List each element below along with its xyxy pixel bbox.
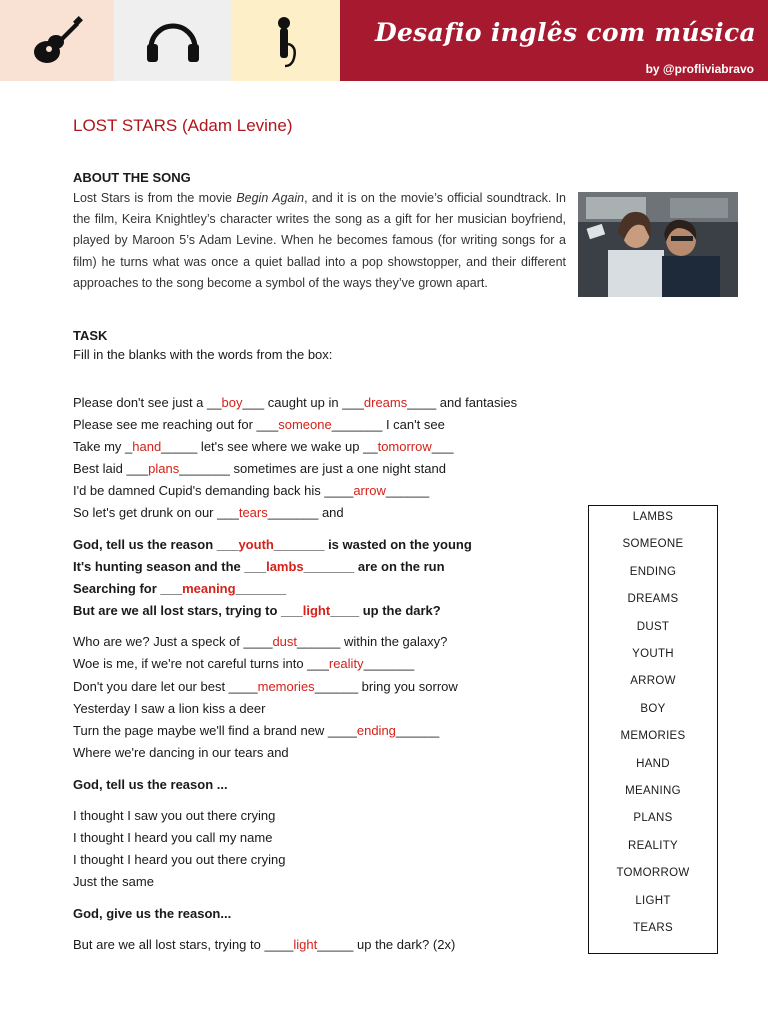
lyric-text: God, tell us the reason ... [73, 777, 228, 792]
lyric-text: Don't you dare let our best ____ [73, 679, 258, 694]
lyric-text: ____ and fantasies [407, 395, 518, 410]
about-heading: ABOUT THE SONG [73, 170, 191, 185]
lyric-text: ___ [431, 439, 454, 454]
answer-word: plans [148, 461, 180, 476]
brand-byline: by @profliviabravo [645, 62, 754, 76]
lyric-line [73, 678, 458, 696]
word-box [588, 505, 718, 954]
lyric-text: Who are we? Just a speck of ____ [73, 634, 273, 649]
lyric-text: ______ within the galaxy? [297, 634, 448, 649]
lyric-text: _______ I can't see [331, 417, 445, 432]
guitar-icon [30, 16, 84, 66]
answer-word: dust [272, 634, 298, 649]
lyric-text: But are we all lost stars, trying to ____ [73, 937, 294, 952]
lyric-text: _______ [363, 656, 415, 671]
answer-word: lambs [266, 559, 304, 574]
guitar-tile [0, 0, 114, 81]
lyric-line [73, 536, 472, 554]
lyric-text: _______ is wasted on the young [273, 537, 472, 552]
word-box-item: DREAMS [627, 593, 679, 606]
lyric-line [73, 655, 414, 673]
lyric-text: I thought I heard you out there crying [73, 852, 286, 867]
lyric-line [73, 416, 445, 434]
word-box-item: MEANING [625, 785, 681, 797]
word-box-item: TEARS [633, 922, 673, 934]
lyric-text: Yesterday I saw a lion kiss a deer [73, 701, 266, 716]
lyric-text: Searching for ___ [73, 581, 183, 596]
lyric-text: _______ sometimes are just a one night stand [179, 461, 446, 476]
lyric-text: ______ [395, 723, 440, 738]
worksheet-title: LOST STARS (Adam Levine) [73, 116, 293, 135]
lyric-text: ______ [385, 483, 430, 498]
lyric-line [73, 558, 445, 576]
lyric-line [73, 504, 344, 522]
lyric-text: ______ bring you sorrow [314, 679, 458, 694]
lyric-text: _______ are on the run [303, 559, 445, 574]
lyric-text: It's hunting season and the ___ [73, 559, 267, 574]
answer-word: light [302, 603, 331, 618]
lyric-line [73, 602, 441, 620]
header-banner [0, 0, 768, 81]
lyric-text: ____ up the dark? [330, 603, 441, 618]
word-box-item: YOUTH [632, 648, 674, 660]
lyric-text: So let's get drunk on our ___ [73, 505, 239, 520]
lyric-line [73, 851, 285, 869]
lyric-line [73, 722, 439, 740]
lyric-text: God, give us the reason... [73, 906, 232, 921]
word-box-item: LIGHT [635, 894, 671, 907]
lyric-line [73, 394, 517, 412]
lyric-text: Just the same [73, 874, 154, 889]
lyric-text: Best laid ___ [73, 461, 149, 476]
lyric-text: _____ up the dark? (2x) [317, 937, 456, 952]
lyric-text: But are we all lost stars, trying to ___ [73, 603, 303, 618]
answer-word: arrow [353, 483, 386, 498]
lyric-line [73, 776, 228, 794]
answer-word: tears [238, 505, 268, 520]
lyric-text: Turn the page maybe we'll find a brand new ____ [73, 723, 357, 738]
lyric-line [73, 438, 453, 456]
lyric-text: Please don't see just a __ [73, 395, 222, 410]
word-box-item: REALITY [627, 839, 679, 852]
lyric-text: _______ and [267, 505, 344, 520]
lyric-line [73, 580, 286, 598]
answer-word: hand [132, 439, 162, 454]
movie-photo [578, 192, 738, 297]
movie-title: Begin Again [236, 191, 305, 205]
word-box-item: ENDING [629, 565, 677, 578]
lyric-line [73, 807, 275, 825]
word-box-item: SOMEONE [622, 538, 684, 551]
lyric-line [73, 873, 154, 891]
lyric-text: I thought I saw you out there crying [73, 808, 276, 823]
lyric-line [73, 633, 447, 651]
word-box-item: PLANS [633, 812, 673, 825]
lyric-text: Woe is me, if we're not careful turns into ___ [73, 656, 329, 671]
answer-word: someone [278, 417, 332, 432]
about-text-before: Lost Stars is from the movie [73, 191, 237, 205]
microphone-icon [269, 14, 303, 68]
brand-title: Desafio inglês com música [375, 18, 756, 47]
lyric-line [73, 829, 272, 847]
lyric-text: Take my _ [73, 439, 133, 454]
lyric-text: I thought I heard you call my name [73, 830, 273, 845]
microphone-tile [232, 0, 340, 81]
answer-word: meaning [182, 581, 236, 596]
lyric-line [73, 744, 289, 762]
answer-word: memories [257, 679, 315, 694]
word-box-item: ARROW [630, 675, 676, 688]
task-heading: TASK [73, 328, 108, 343]
lyric-text: _____ let's see where we wake up __ [161, 439, 378, 454]
lyric-line [73, 460, 446, 478]
answer-word: tomorrow [377, 439, 432, 454]
task-instruction: Fill in the blanks with the words from the box: [73, 347, 333, 362]
answer-word: reality [328, 656, 364, 671]
lyric-text: God, tell us the reason ___ [73, 537, 239, 552]
answer-word: ending [356, 723, 396, 738]
word-box-item: TOMORROW [616, 867, 690, 880]
lyric-text: Where we're dancing in our tears and [73, 745, 289, 760]
answer-word: boy [221, 395, 243, 410]
word-box-item: BOY [640, 702, 666, 715]
lyric-text: _______ [235, 581, 287, 596]
headphones-tile [114, 0, 232, 81]
about-text-after: , and it is on the movie’s official soundtrack. In the film, Keira Knightley’s character writes the song as a gift for her musician boyfriend, played by Maroon 5’s Adam Levine. When he becomes famous (for writing songs for a film) he turns what was once a quiet ballad into a pop showstopper, and their different approaches to the song become a symbol of the ways they’ve grown apart. [73, 191, 567, 290]
word-box-item: LAMBS [632, 511, 674, 523]
headphones-icon [143, 16, 203, 66]
word-box-item: DUST [636, 620, 670, 633]
lyric-text: I'd be damned Cupid's demanding back his ____ [73, 483, 354, 498]
lyric-text: Please see me reaching out for ___ [73, 417, 279, 432]
answer-word: dreams [363, 395, 408, 410]
lyric-line [73, 936, 455, 954]
answer-word: youth [238, 537, 274, 552]
lyric-line [73, 700, 265, 718]
word-box-item: HAND [636, 757, 670, 770]
answer-word: light [293, 937, 318, 952]
about-text [73, 188, 566, 294]
lyric-text: ___ caught up in ___ [242, 395, 364, 410]
word-box-item: MEMORIES [620, 730, 686, 743]
brand-panel [340, 0, 768, 81]
lyric-line [73, 482, 429, 500]
lyric-line [73, 905, 231, 923]
